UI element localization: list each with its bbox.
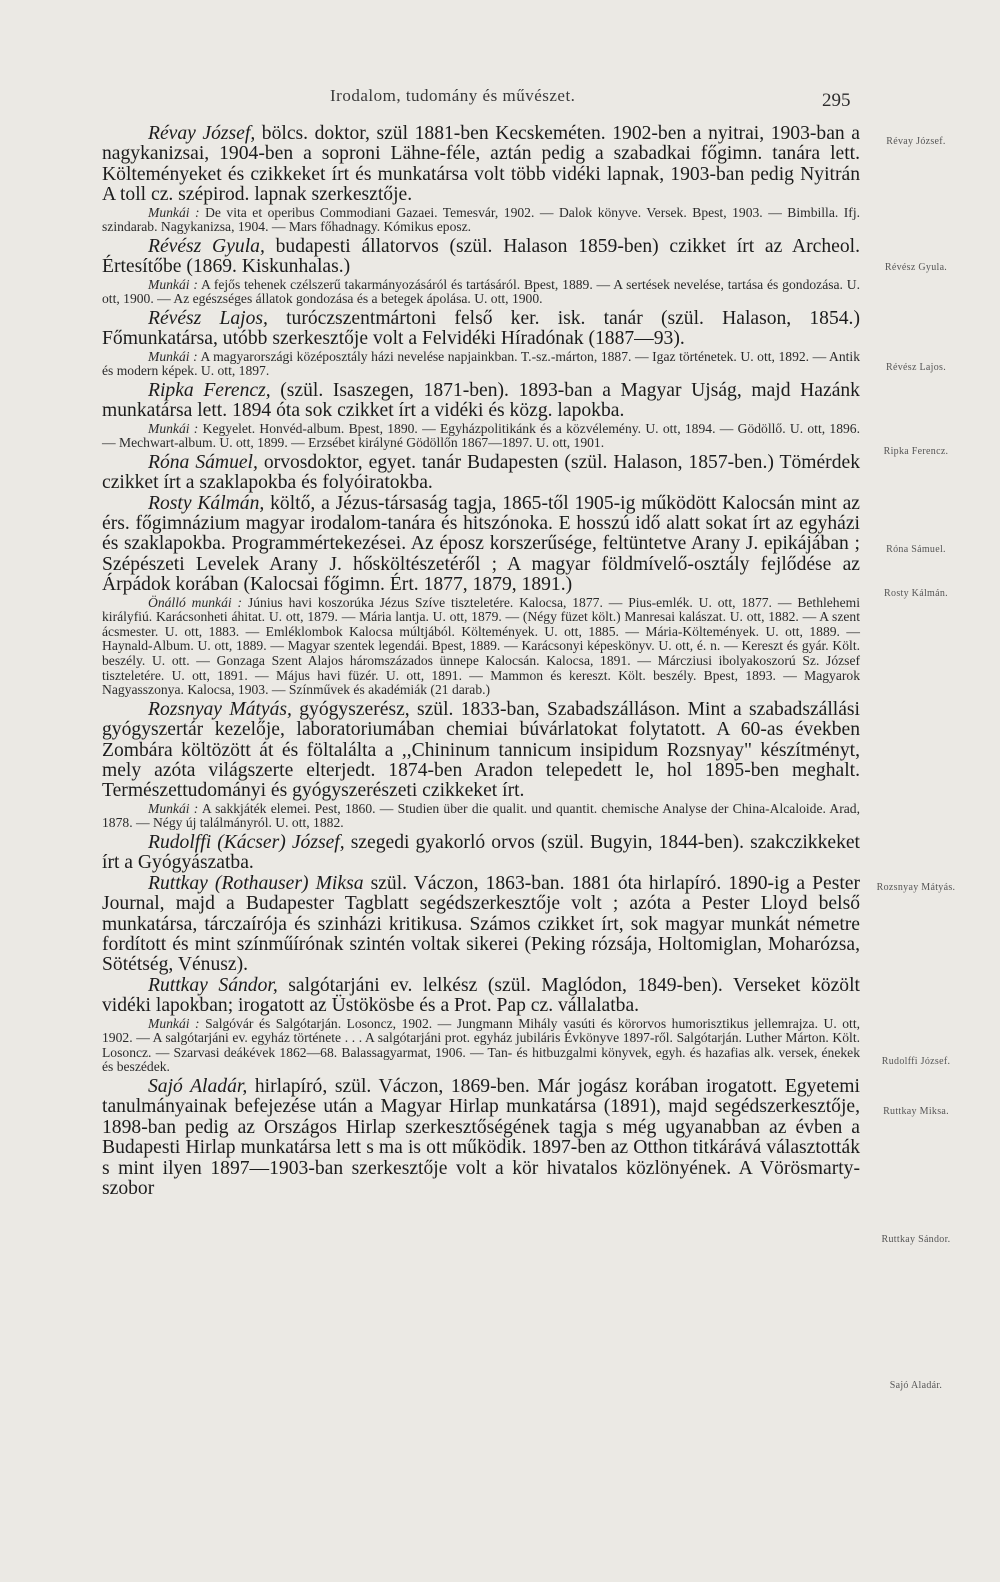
- entry-text: [102, 976, 860, 1017]
- entry-body: bölcs. doktor, szül 1881-ben Kecskeméten. 1902-ben a nyitrai, 1903-ban a nagykanizsai, 1904-ben a soproni Lähne-féle, aztán pedig a szabadkai főgimn. tanára lett. Költeményeket és czikkeket írt és munkatársa volt több vidéki lapnak, 1903-ban pedig Nyitrán A toll cz. szépirod. lapnak szerkesztője.: [102, 123, 860, 206]
- entry-revesz-gyula: [102, 237, 860, 307]
- entry-revay-jozsef: [102, 124, 860, 235]
- entry-name: Sajó Aladár,: [148, 1076, 248, 1098]
- entry-revesz-lajos: [102, 309, 860, 379]
- entry-text: [102, 833, 860, 874]
- entry-body: szül. Váczon, 1863-ban. 1881 óta hirlapíró. 1890-ig a Pester Journal, majd a Budapester Tagblatt segédszerkesztője volt ; azóta a Pester Lloyd belső munkatársa, tárczaírója és szinházi kritikusa. Számos czikket írt, sok magyar munkát németre fordított és mint színműírónak szintén voltak sikerei (Peking rózsája, Holtomiglan, Moharózsa, Sötétség, Vénusz).: [102, 872, 861, 976]
- entry-text: [102, 494, 860, 596]
- works-label: Munkái :: [148, 800, 199, 816]
- works-text: Salgóvár és Salgótarján. Losoncz, 1902. — Jungmann Mihály vasúti és körorvos humorisztikus jellemrajza. U. ott, 1902. — A salgótarjáni ev. egyház története . . . A salgótarjáni prot. egyház jubiláris Évkönyve 1897-ről. Salgótarján. Luther Márton. Költ. Losoncz. — Szarvasi deákévek 1862—68. Balassagyarmat, 1906. — Tan- és hitbuzgalmi könyvek, egyh. és hazafias alk. versek, énekek és beszédek.: [102, 1015, 860, 1075]
- page-body: [102, 124, 860, 1200]
- works-list: [102, 206, 860, 235]
- margin-note-rozsnyay-matyas: Rozsnyay Mátyás.: [876, 882, 956, 893]
- entry-name: Rosty Kálmán,: [148, 492, 265, 514]
- works-text: De vita et operibus Commodiani Gazaei. Temesvár, 1902. — Dalok könyve. Versek. Bpest, 1903. — Bimbilla. Ifj. szindarab. Nagykanizsa, 1904. — Mars főhadnagy. Kómikus eposz.: [102, 204, 860, 235]
- margin-note-ruttkay-sandor: Ruttkay Sándor.: [881, 1234, 951, 1245]
- works-text: Június havi koszorúka Jézus Szíve tiszteletére. Kalocsa, 1877. — Pius-emlék. U. ott, 1877. — Bethlehemi királyfiú. Karácsonheti áhitat. U. ott, 1879. — Mária lantja. U. ott, 1879. — (Négy füzet költ.) Manresai kalászat. U. ott, 1882. — A szent ácsmester. U. ott, 1883. — Emléklombok Kalocsa múltjából. Költemények. U. ott, 1885. — Mária-Költemények. U. ott, 1889. — Haynald-Album. U. ott, 1889. — Magyar szentek legendái. Bpest, 1889. — Karácsonyi képeskönyv. U. ott, é. n. — Kereszt és gyár. Költ. beszély. U. ott. — Gonzaga Szent Alajos háromszázados ünnepe Kalocsán. Kalocsa, 1891. — Márcziusi ibolyakoszorú Sz. József tiszteletére. U. ott, 1891. — Május havi füzér. U. ott, 1891. — Mammon és kereszt. Költ. beszély. Bpest, 1893. — Magyarok Nagyasszonya. Kalocsa, 1903. — Színművek és akadémiák (21 darab.): [102, 594, 860, 698]
- works-text: A magyarországi középosztály házi nevelése napjainkban. T.-sz.-márton, 1887. — Igaz történetek. U. ott, 1892. — Antik és modern képek. U. ott, 1897.: [102, 348, 860, 379]
- works-list: [102, 422, 860, 451]
- margin-note-rudolffi-jozsef: Rudolffi József.: [881, 1056, 951, 1067]
- page-number: 295: [822, 90, 851, 111]
- works-list: [102, 1017, 860, 1075]
- works-label: Munkái :: [148, 420, 199, 436]
- entry-body: gyógyszerész, szül. 1833-ban, Szabadszálláson. Mint a szabadszállási gyógyszertár kezelője, laboratoriumában chemiai búvárlatokat folytatott. A 60-as években Zombára költözött át és föltalálta a ,,Chininum tannicum insipidum Rozsnyay" készítményt, mely azóta világszerte elterjedt. 1874-ben Aradon telepedett le, hol 1895-ben meghalt. Természettudományi és gyógyszerészeti czikkeket írt.: [102, 698, 860, 802]
- entry-body: hirlapíró, szül. Váczon, 1869-ben. Már jogász korában irogatott. Egyetemi tanulmányainak befejezése után a Magyar Hirlap munkatársa (1891), majd segédszerkesztője, 1898-ban pedig az Országos Hirlap szerkesztőségének tagja s még ugyanabban az évben a Budapesti Hirlap munkatársa lett s ma is ott működik. 1897-ben az Otthon titkárává választották s mint ilyen 1897—1903-ban szerkesztője volt a kör hivatalos közlönyének. A Vörösmarty-szobor: [102, 1076, 860, 1200]
- entry-text: [102, 237, 860, 278]
- entry-name: Rozsnyay Mátyás,: [148, 698, 292, 720]
- works-list: [102, 350, 860, 379]
- margin-note-ripka-ferencz: Ripka Ferencz.: [883, 446, 949, 457]
- entry-body: budapesti állatorvos (szül. Halason 1859-ben) czikket írt az Archeol. Értesítőbe (1869. Kiskunhalas.): [102, 235, 860, 278]
- entry-rona-samuel: [102, 453, 860, 494]
- entry-body: salgótarjáni ev. lelkész (szül. Maglódon, 1849-ben). Verseket közölt vidéki lapokban; irogatott az Üstökösbe és a Prot. Pap cz. vállalatba.: [102, 974, 860, 1017]
- entry-name: Ruttkay (Rothauser) Miksa: [148, 872, 364, 894]
- works-label: Munkái :: [148, 1015, 200, 1031]
- works-label: Munkái :: [148, 348, 198, 364]
- margin-note-rosty-kalman: Rosty Kálmán.: [884, 588, 948, 599]
- works-list: [102, 278, 860, 307]
- entry-text: [102, 1077, 860, 1199]
- margin-note-rona-samuel: Róna Sámuel.: [886, 544, 946, 555]
- entry-text: [102, 453, 860, 494]
- entry-body: orvosdoktor, egyet. tanár Budapesten (szül. Halason, 1857-ben.) Tömérdek czikket írt a szaklapokba és folyóiratokba.: [102, 451, 860, 494]
- works-label: Önálló munkái :: [148, 594, 243, 610]
- margin-note-revay-jozsef: Révay József.: [886, 136, 946, 147]
- entry-name: Ruttkay Sándor,: [148, 974, 278, 996]
- entry-text: [102, 309, 860, 350]
- entry-text: [102, 700, 860, 802]
- works-list: [102, 802, 860, 831]
- entry-rozsnyay-matyas: [102, 700, 860, 831]
- entry-body: (szül. Isaszegen, 1871-ben). 1893-ban a Magyar Ujság, majd Hazánk munkatársa lett. 1894 óta sok czikket írt a vidéki és közg. lapokba.: [102, 379, 860, 422]
- entry-rosty-kalman: [102, 494, 860, 698]
- entry-name: Révay József,: [148, 123, 256, 144]
- works-text: Kegyelet. Honvéd-album. Bpest, 1890. — Egyházpolitikánk és a közvélemény. U. ott, 1894. — Gödöllő. U. ott, 1896. — Mechwart-album. U. ott, 1899. — Erzsébet királyné Gödöllőn 1867—1897. U. ott, 1901.: [102, 420, 860, 451]
- entry-name: Révész Gyula,: [148, 235, 265, 257]
- running-head: Irodalom, tudomány és művészet.: [330, 86, 576, 105]
- entry-ripka-ferencz: [102, 381, 860, 451]
- entry-name: Róna Sámuel,: [148, 451, 258, 473]
- margin-note-sajo-aladar: Sajó Aladár.: [889, 1380, 943, 1391]
- entry-body: szegedi gyakorló orvos (szül. Bugyin, 1844-ben). szakczikkeket írt a Gyógyászatba.: [102, 832, 861, 874]
- entry-rudolffi-jozsef: [102, 833, 860, 874]
- works-text: A sakkjáték elemei. Pest, 1860. — Studien über die qualit. und quantit. chemische Analyse der China-Alcaloide. Arad, 1878. — Négy új találmányról. U. ott, 1882.: [102, 800, 860, 831]
- entry-sajo-aladar: [102, 1077, 860, 1199]
- works-label: Munkái :: [148, 204, 200, 220]
- entry-body: költő, a Jézus-társaság tagja, 1865-től 1905-ig működött Kalocsán mint az érs. főgimnázium magyar irodalom-tanára és hitszónoka. E hosszú idő alatt sokat írt az egyházi és szaklapokba. Programmértekezései. Az éposz korszerűsége, feltüntetve Arany J. epikájában ; Szépészeti Levelek Arany J. hősköltészetéről ; A magyar földmívelő-osztály fejlődése az Árpádok korában (Kalocsai főgimn. Ért. 1877, 1879, 1891.): [102, 492, 860, 596]
- entry-body: turóczszentmártoni felső ker. isk. tanár (szül. Halason, 1854.) Főmunkatársa, utóbb szerkesztője volt a Felvidéki Híradónak (1887—93).: [102, 307, 860, 350]
- entry-text: [102, 874, 860, 976]
- entry-ruttkay-sandor: [102, 976, 860, 1075]
- entry-name: Ripka Ferencz,: [148, 379, 271, 401]
- entry-ruttkay-miksa: [102, 874, 860, 976]
- entry-name: Rudolffi (Kácser) József,: [148, 832, 345, 854]
- works-list: [102, 596, 860, 698]
- margin-note-revesz-gyula: Révész Gyula.: [884, 262, 948, 273]
- margin-note-ruttkay-miksa: Ruttkay Miksa.: [883, 1106, 949, 1117]
- works-label: Munkái :: [148, 276, 198, 292]
- margin-note-revesz-lajos: Révész Lajos.: [886, 362, 946, 373]
- entry-name: Révész Lajos,: [148, 307, 268, 329]
- entry-text: [102, 381, 860, 422]
- works-text: A fejős tehenek czélszerű takarmányozásáról és tartásáról. Bpest, 1889. — A sertések nevelése, tartása és gondozása. U. ott, 1900. — Az egészséges állatok gondozása és a betegek ápolása. U. ott, 1900.: [102, 276, 860, 307]
- entry-text: [102, 124, 860, 206]
